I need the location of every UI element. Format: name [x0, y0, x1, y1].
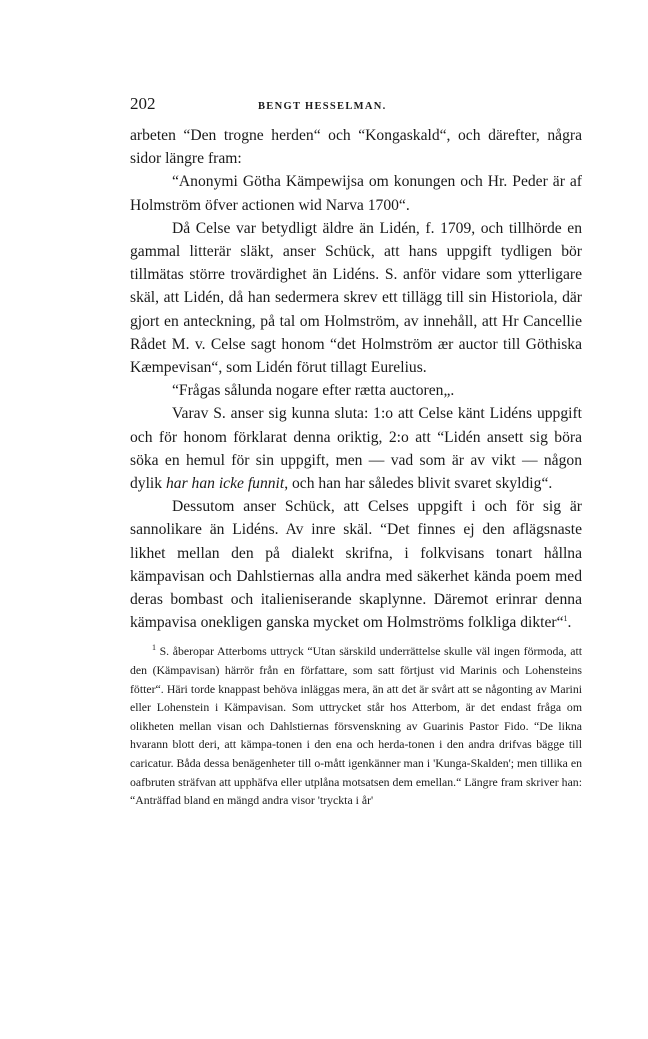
paragraph-6-end: . [567, 614, 572, 632]
footnote-text: S. åberopar Atterboms uttryck “Utan särskild underrättelse skulle väl ingen förmoda, att den (Kämpavisan) härrör från en författare, som satt förtjust vid Marinis och Lohensteins fötter“. Häri torde knappast behöva inläggas mera, än att det är svårt att se någonting av Marini eller Lohenstein i Kämpavisan. Som uttrycket står hos Atterbom, är det endast fråga om olikheten mellan visan och Dahlstiernas försvenskning av Guarinis Pastor Fido. “De likna hvarann blott deri, att kämpa-tonen i den ena och herda-tonen i den andra drifvas bägge till caricatur. Båda dessa benägenheter till o-mått igenkänner man i 'Kunga-Skalden'; men tillika en oafbruten sträfvan att upphäfva eller utplåna motsatsen dem emellan.“ Längre fram skriver han: “Anträffad bland en mängd andra visor 'tryckta i år' [130, 644, 582, 808]
footnote-marker: 1 [152, 643, 156, 653]
page-header [130, 94, 582, 118]
paragraph-6 [130, 495, 582, 634]
paragraph-5-text-a: Varav S. anser sig kunna sluta: 1:o att Celse känt Lidéns uppgift och för honom förklarat denna oriktig, 2:o att “Lidén ansett sig böra söka en hemul för sin uppgift, men — vad som är av vikt — någon dylik [130, 405, 582, 493]
quote-paragraph: “Anonymi Götha Kämpewijsa om konungen och Hr. Peder är af Holmström öfver actionen wid Narva 1700“. [130, 173, 582, 214]
footnote-paragraph [130, 642, 582, 809]
paragraph-6-text: Dessutom anser Schück, att Celses uppgift i och för sig är sannolikare än Lidéns. Av inre skäl. “Det finnes ej den aflägsnaste likhet mellan den på dialekt skrifna, i folkvisans tonart hållna kämpavisan och Dahlstiernas alla andra med säkerhet kända poem med deras bombast och italieniserande skaplynne. Däremot erinrar denna kämpavisa onekligen ganska mycket om Holmströms folkliga dikter“ [130, 498, 582, 632]
footnote [130, 642, 582, 809]
paragraph-5-text-b: , och han har således blivit svaret skyldig“. [284, 475, 553, 493]
book-page [130, 94, 582, 810]
footnote-reference: 1 [563, 614, 568, 624]
running-head: BENGT HESSELMAN. [258, 101, 387, 112]
page-number: 202 [130, 94, 156, 113]
paragraph-5-emphasis: har han icke funnit [165, 475, 285, 493]
paragraph-1: arbeten “Den trogne herden“ och “Kongaskald“, och därefter, några sidor längre fram: [130, 127, 582, 168]
footnote-separator [130, 634, 582, 642]
paragraph-5 [130, 402, 582, 495]
quote-paragraph-2: “Frågas sålunda nogare efter rætta auctoren„. [172, 382, 455, 400]
paragraph-3: Då Celse var betydligt äldre än Lidén, f. 1709, och tillhörde en gammal litterär släkt, anser Schück, att hans uppgift tydligen bör tillmätas större trovärdighet än Lidéns. S. anför vidare som ytterligare skäl, att Lidén, då han sedermera skrev ett tillägg till sin Historiola, där gjort en anteckning, på tal om Holmström, av innehåll, att Hr Cancellie Rådet M. v. Celse sagt honom “det Holmström ær auctor till Göthiska Kæmpevisan“, som Lidén förut tillagt Eurelius. [130, 219, 582, 377]
main-text [130, 124, 582, 634]
